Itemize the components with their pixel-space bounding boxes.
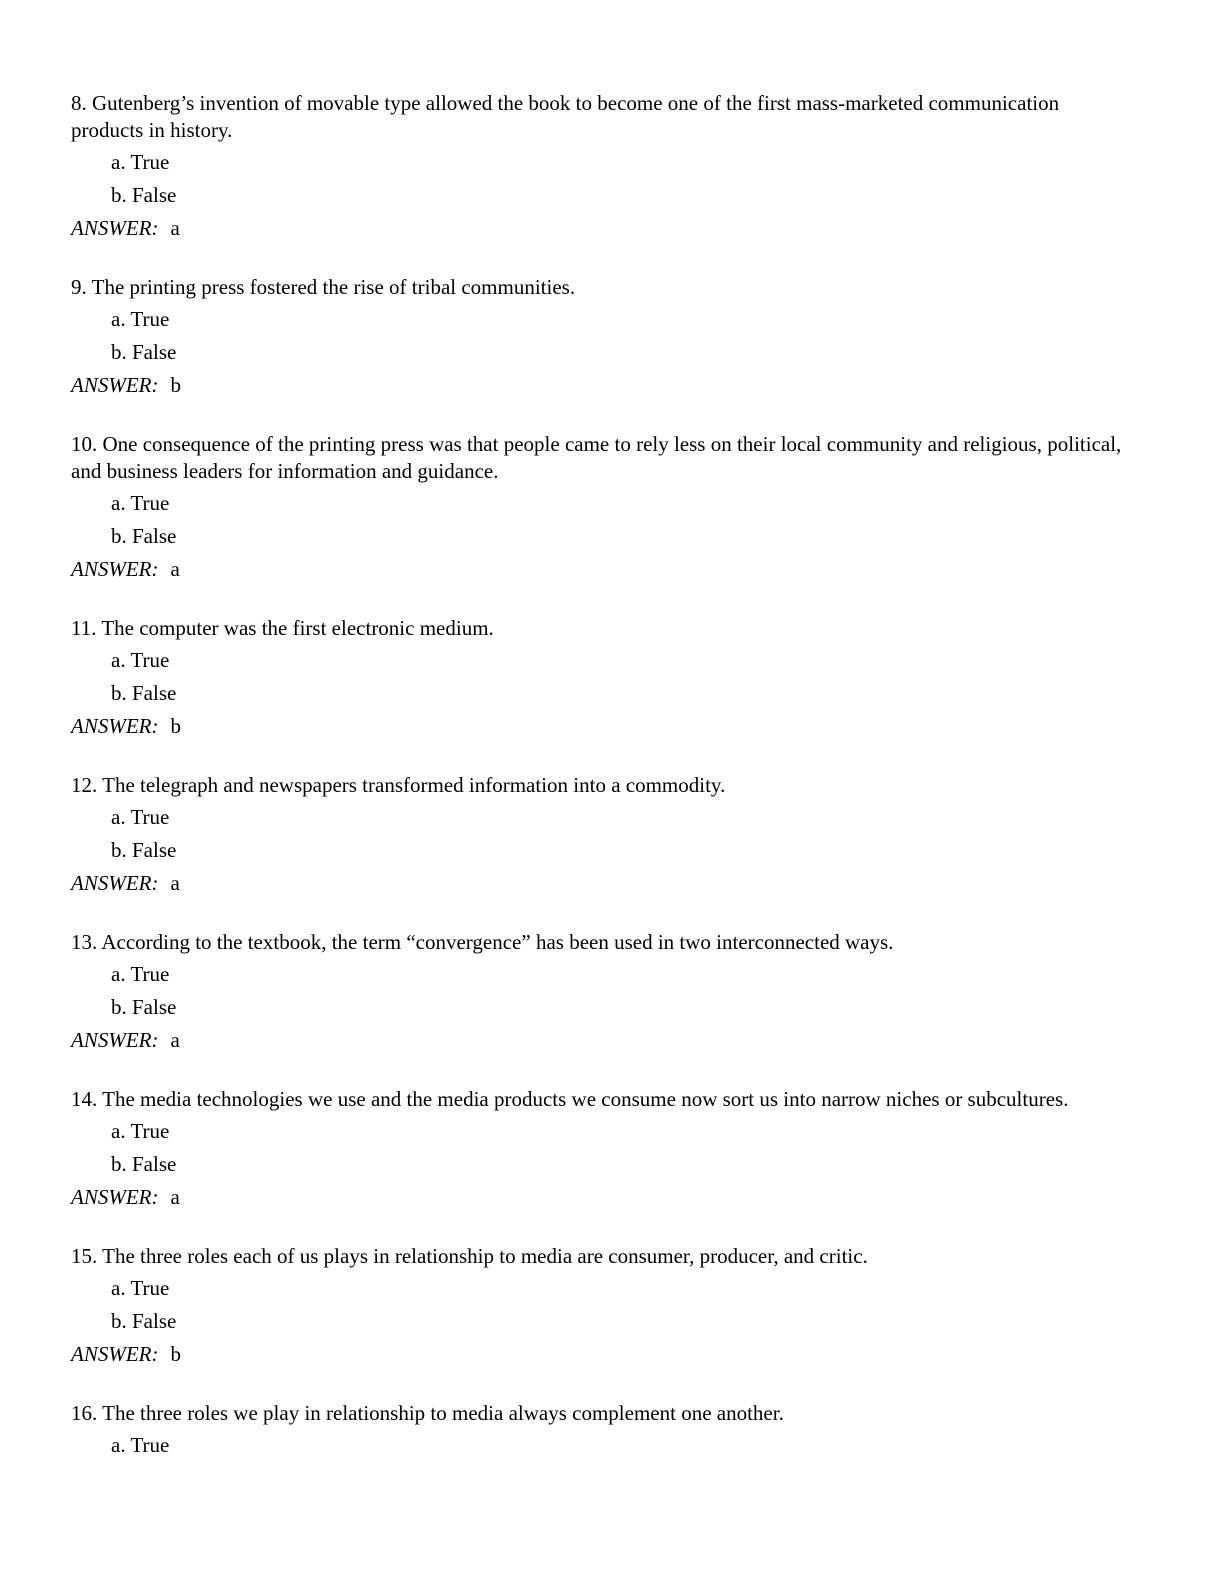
answer-label: ANSWER: (71, 216, 159, 240)
answer-option: b. False (111, 183, 177, 207)
answer-option: a. True (111, 1433, 170, 1457)
question-block (71, 1400, 1131, 1459)
answer-option: b. False (111, 1309, 177, 1333)
question-stem: 15. The three roles each of us plays in relationship to media are consumer, producer, and critic. (71, 1244, 868, 1268)
question-stem: 9. The printing press fostered the rise of tribal communities. (71, 275, 576, 299)
answer-label: ANSWER: (71, 557, 159, 581)
question-stem: 10. One consequence of the printing press was that people came to rely less on their local community and religious, political, and business leaders for information and guidance. (71, 432, 1122, 483)
answer-option: a. True (111, 150, 170, 174)
question-block (71, 929, 1131, 1054)
answer-line (71, 713, 1131, 740)
question-block (71, 615, 1131, 740)
answer-line (71, 215, 1131, 242)
answer-label: ANSWER: (71, 714, 159, 738)
answer-value: b (170, 1342, 181, 1366)
question-stem: 12. The telegraph and newspapers transformed information into a commodity. (71, 773, 726, 797)
answer-option: a. True (111, 805, 170, 829)
question-block (71, 90, 1131, 242)
answer-label: ANSWER: (71, 1185, 159, 1209)
answer-line (71, 372, 1131, 399)
answer-option: b. False (111, 524, 177, 548)
question-stem: 16. The three roles we play in relationship to media always complement one another. (71, 1401, 784, 1425)
answer-value: a (170, 1185, 180, 1209)
document-page (71, 90, 1131, 1491)
question-block (71, 274, 1131, 399)
answer-label: ANSWER: (71, 373, 159, 397)
question-block (71, 431, 1131, 583)
answer-value: a (170, 1028, 180, 1052)
answer-value: b (170, 714, 181, 738)
answer-line (71, 1341, 1131, 1368)
answer-option: a. True (111, 1276, 170, 1300)
answer-option: a. True (111, 491, 170, 515)
question-stem: 13. According to the textbook, the term “convergence” has been used in two interconnected ways. (71, 930, 894, 954)
answer-value: a (170, 871, 180, 895)
answer-line (71, 1027, 1131, 1054)
question-block (71, 1243, 1131, 1368)
answer-option: a. True (111, 962, 170, 986)
answer-option: b. False (111, 340, 177, 364)
question-stem: 14. The media technologies we use and the media products we consume now sort us into narrow niches or subcultures. (71, 1087, 1069, 1111)
question-stem: 8. Gutenberg’s invention of movable type allowed the book to become one of the first mass-marketed communication products in history. (71, 91, 1060, 142)
answer-value: a (170, 557, 180, 581)
answer-label: ANSWER: (71, 871, 159, 895)
question-stem: 11. The computer was the first electronic medium. (71, 616, 494, 640)
answer-option: a. True (111, 307, 170, 331)
answer-option: b. False (111, 838, 177, 862)
question-block (71, 1086, 1131, 1211)
answer-label: ANSWER: (71, 1342, 159, 1366)
answer-option: b. False (111, 681, 177, 705)
answer-value: a (170, 216, 180, 240)
answer-label: ANSWER: (71, 1028, 159, 1052)
answer-line (71, 556, 1131, 583)
answer-option: a. True (111, 1119, 170, 1143)
answer-line (71, 1184, 1131, 1211)
answer-option: b. False (111, 995, 177, 1019)
answer-option: a. True (111, 648, 170, 672)
answer-line (71, 870, 1131, 897)
answer-value: b (170, 373, 181, 397)
question-block (71, 772, 1131, 897)
answer-option: b. False (111, 1152, 177, 1176)
